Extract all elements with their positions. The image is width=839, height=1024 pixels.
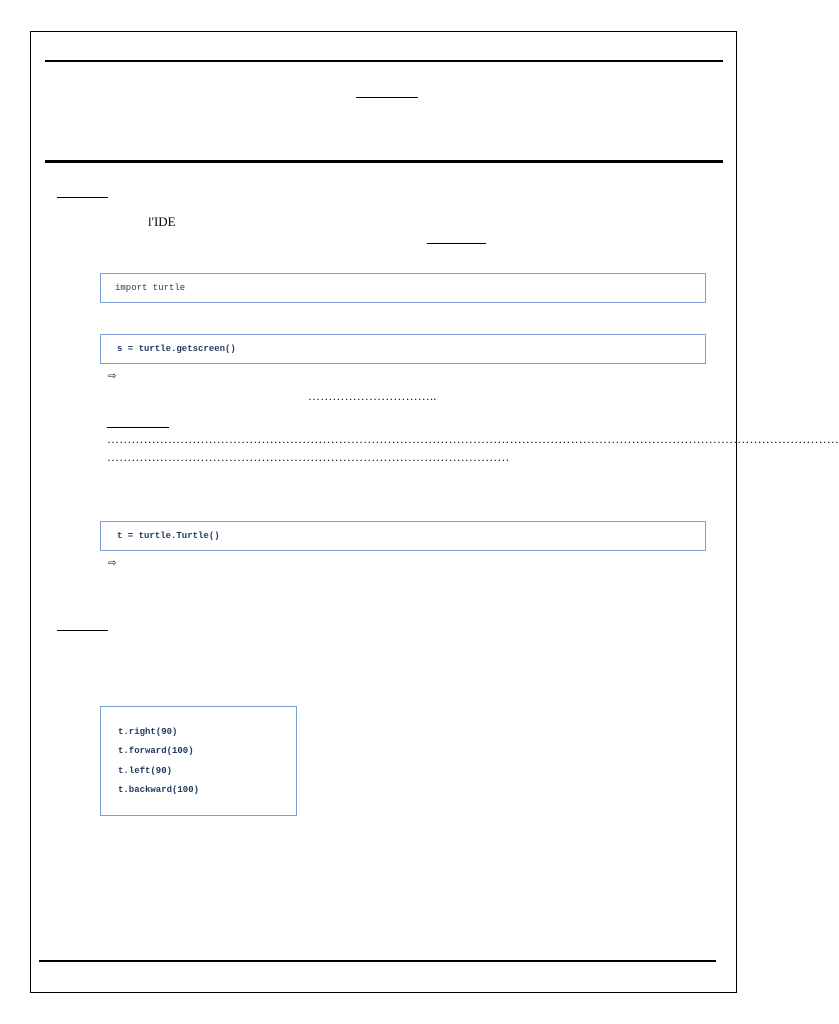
code-line-right: t.right(90) [118,727,178,737]
code-line-turtle: t = turtle.Turtle() [117,531,220,541]
section1-heading-underline [57,197,108,198]
section2-heading-underline [57,630,108,631]
fill-in-short-dots: ………………………….. [308,389,437,403]
page-border [30,31,839,993]
ide-text: l'IDE [148,214,176,229]
code-block-turtle [100,521,706,551]
footer-rule [39,960,716,962]
header-top-rule [45,60,723,62]
header-title-underline [356,97,418,98]
fill-in-long-dots-1: ……………………………………………………………………………………………………………………………………………………………… [107,432,839,446]
arrow-icon: ⇨ [108,558,117,569]
note-heading-underline [107,427,169,428]
code-block-import [100,273,706,303]
code-block-moves [100,706,297,816]
header-bottom-rule [45,160,723,163]
fill-in-long-dots-2: ……………………………………………………………………………………… [107,450,510,464]
code-line-import: import turtle [115,283,186,293]
section1-sub-underline [427,243,486,244]
code-line-getscreen: s = turtle.getscreen() [117,344,236,354]
code-line-backward: t.backward(100) [118,785,200,795]
arrow-icon: ⇨ [108,371,117,382]
code-line-left: t.left(90) [118,766,173,776]
code-block-getscreen [100,334,706,364]
code-line-forward: t.forward(100) [118,746,194,756]
